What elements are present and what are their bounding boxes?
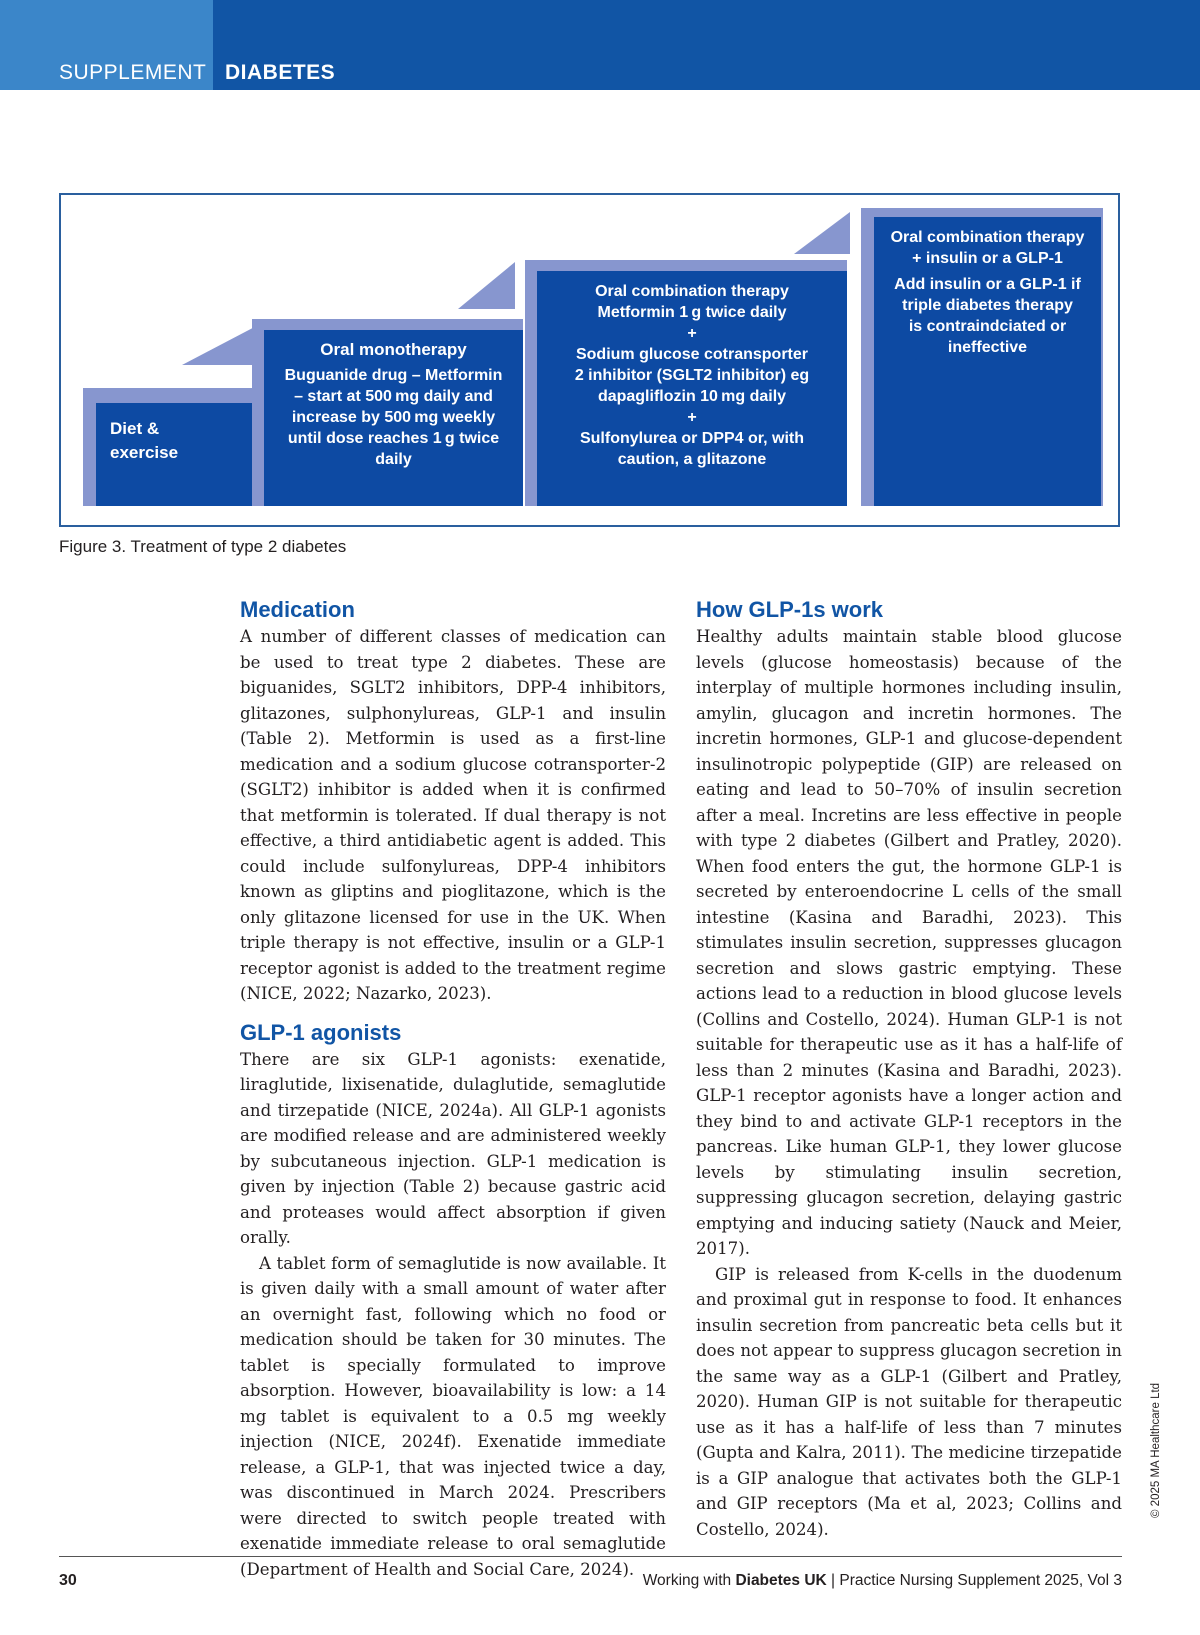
- how-glp1-work-paragraph-1: Healthy adults maintain stable blood glucose levels (glucose homeostasis) because of the interplay of multiple hormones including insulin, amylin, glucagon and incretin hormones. The incretin hormones, GLP-1 and glucose-dependent insulinotropic polypeptide (GIP) are released on eating and lead to 50–70% of insulin secretion after a meal. Incretins are less effective in people with type 2 diabetes (Gilbert and Pratley, 2020). When food enters the gut, the hormone GLP-1 is secreted by enteroendocrine L cells of the small intestine (Kasina and Baradhi, 2023). This stimulates insulin secretion, suppresses glucagon secretion and slows gastric emptying. These actions lead to a reduction in blood glucose levels (Collins and Costello, 2024). Human GLP-1 is not suitable for therapeutic use as it has a half-life of less than 2 minutes (Kasina and Baradhi, 2023). GLP-1 receptor agonists have a longer action and they bind to and activate GLP-1 receptors in the pancreas. Like human GLP-1, they lower glucose levels by stimulating insulin secretion, suppressing glucagon secretion, delaying gastric emptying and inducing satiety (Nauck and Meier, 2017).: [696, 627, 1122, 1258]
- step-3-arrow: [458, 262, 515, 309]
- step-4-line-3: Add insulin or a GLP-1 if: [894, 276, 1081, 293]
- step-2-line-4: increase by 500 mg weekly: [291, 409, 496, 426]
- step-4-line-6: ineffective: [947, 339, 1028, 356]
- step-3-line-4: Sodium glucose cotransporter: [575, 346, 809, 363]
- glp1-agonists-heading: GLP-1 agonists: [240, 1019, 402, 1045]
- glp1-agonists-paragraph-2: A tablet form of semaglutide is now available. It is given daily with a small amount of water after an overnight fast, following which no food or medication should be taken for 30 minutes. The tablet is specially formulated to improve absorption. However, bioavailability is low: a 14 mg tablet is equivalent to a 0.5 mg weekly injection (NICE, 2024f). Exenatide immediate release, a GLP-1, that was injected twice a day, was discontinued in March 2024. Prescribers were directed to switch people treated with exenatide immediate release to oral semaglutide (Department of Health and Social Care, 2024).: [240, 1253, 666, 1579]
- step-4-line-5: is contraindciated or: [908, 318, 1067, 335]
- medication-paragraph: A number of different classes of medication can be used to treat type 2 diabetes. These are biguanides, SGLT2 inhibitors, DPP-4 inhibitors, glitazones, sulphonylureas, GLP-1 and insulin (Table 2). Metformin is used as a first-line medication and a sodium glucose cotransporter-2 (SGLT2) inhibitor is added when it is confirmed that metformin is tolerated. If dual therapy is not effective, a third antidiabetic agent is added. This could include sulfonylureas, DPP-4 inhibitors known as gliptins and pioglitazone, which is the only glitazone licensed for use in the UK. When triple therapy is not effective, insulin or a GLP-1 receptor agonist is added to the treatment regime (NICE, 2022; Nazarko, 2023).: [240, 627, 666, 1003]
- step-3-line-8: Sulfonylurea or DPP4 or, with: [579, 430, 805, 447]
- footer-suffix: | Practice Nursing Supplement 2025, Vol 3: [826, 1572, 1122, 1589]
- step-2-line-3: – start at 500 mg daily and: [294, 388, 493, 405]
- header-bar: [0, 0, 1200, 90]
- footer-brand: Diabetes UK: [735, 1572, 827, 1589]
- figure-caption: Figure 3. Treatment of type 2 diabetes: [59, 537, 347, 556]
- step-1-line-2: exercise: [110, 443, 179, 462]
- footer-citation: [643, 1572, 1122, 1590]
- glp1-agonists-paragraph-1: There are six GLP-1 agonists: exenatide, liraglutide, lixisenatide, dulaglutide, semaglutide and tirzepatide (NICE, 2024a). All GLP-1 agonists are modified release and are administered weekly by subcutaneous injection. GLP-1 medication is given by injection (Table 2) because gastric acid and proteases would affect absorption if given orally.: [240, 1049, 666, 1247]
- copyright-notice: © 2025 MA Healthcare Ltd: [1150, 1382, 1162, 1518]
- step-1-box: [96, 403, 261, 506]
- step-3-line-7: +: [687, 409, 697, 426]
- how-glp1-work-heading: How GLP-1s work: [696, 597, 884, 622]
- step-3-line-2: Metformin 1 g twice daily: [597, 304, 787, 321]
- step-1-line-1: Diet &: [110, 419, 160, 438]
- left-column: [240, 596, 666, 1582]
- medication-heading: Medication: [240, 597, 355, 622]
- right-column: [696, 596, 1122, 1542]
- page-number: 30: [59, 1572, 77, 1589]
- treatment-figure: [59, 193, 1120, 527]
- step-2-line-1: Oral monotherapy: [320, 340, 467, 359]
- step-2-line-2: Buguanide drug – Metformin: [284, 367, 503, 384]
- step-3-line-6: dapagliflozin 10 mg daily: [597, 388, 787, 405]
- footer-divider: [59, 1556, 1122, 1557]
- step-3-line-3: +: [687, 325, 697, 342]
- step-4-arrow: [794, 212, 850, 254]
- footer-prefix: Working with: [642, 1572, 736, 1589]
- step-4-line-4: triple diabetes therapy: [902, 297, 1073, 314]
- step-3-line-5: 2 inhibitor (SGLT2 inhibitor) eg: [574, 367, 810, 384]
- step-3-box: [537, 271, 847, 506]
- step-2-line-6: daily: [375, 451, 412, 468]
- step-2-line-5: until dose reaches 1 g twice: [287, 430, 500, 447]
- step-4-line-2: + insulin or a GLP-1: [912, 250, 1063, 267]
- section-label: SUPPLEMENT: [59, 61, 207, 84]
- how-glp1-work-paragraph-2: GIP is released from K-cells in the duodenum and proximal gut in response to food. It enhances insulin secretion from pancreatic beta cells but it does not appear to suppress glucagon secretion in the same way as a GLP-1 (Gilbert and Pratley, 2020). Human GIP is not suitable for therapeutic use as it has a half-life of less than 7 minutes (Gupta and Kalra, 2011). The medicine tirzepatide is a GIP analogue that activates both the GLP-1 and GIP receptors (Ma et al, 2023; Collins and Costello, 2024).: [696, 1264, 1122, 1539]
- step-4-box: [874, 217, 1101, 506]
- step-4-line-1: Oral combination therapy: [890, 229, 1085, 246]
- section-topic: DIABETES: [225, 61, 336, 84]
- step-3-line-9: caution, a glitazone: [617, 451, 767, 468]
- step-3-line-1: Oral combination therapy: [595, 283, 789, 300]
- step-2-box: [264, 330, 523, 506]
